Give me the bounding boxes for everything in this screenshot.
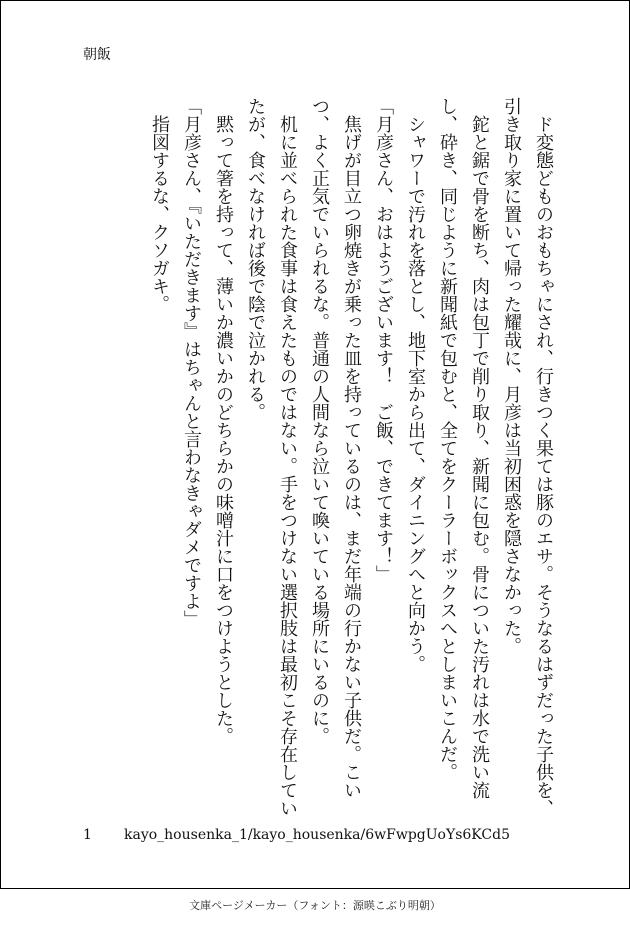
paragraph: 指図するな、クソガキ。 [149,97,170,313]
chapter-title: 朝飯 [83,47,111,63]
paragraph: 机に並べられた食事は食えたものではない。手をつけない選択肢は最初こそ存在していたが、食べなければ後で陰で泣かれる。 [245,97,298,817]
paragraph: 黙って箸を持って、薄いか濃いかのどちらかの味噌汁に口をつけようとした。 [213,97,234,745]
generator-credit: 文庫ページメーカー（フォント：源暎こぶり明朝） [189,899,441,912]
paragraph: 鉈と鋸で骨を断ち、肉は包丁で削り取り、新聞に包む。骨についた汚れは水で洗い流し、砕き、同じように新聞紙で包むと、全てをクーラーボックスへとしまいこんだ。 [437,97,490,799]
paragraph: 焦げが目立つ卵焼きが乗った皿を持っているのは、まだ年端の行かない子供だ。こいつ、よく正気でいられるな。普通の人間なら泣いて喚いている場所にいるのに。 [309,97,362,799]
page-number: 1 [83,827,92,843]
paragraph: シャワーで汚れを落とし、地下室から出て、ダイニングへと向かう。 [405,97,426,673]
source-id: kayo_housenka_1/kayo_housenka/6wFwpgUoYs6KCd5 [124,827,510,843]
paragraph: ド変態どものおもちゃにされ、行きつく果ては豚のエサ。そうなるはずだった子供を、引き取り家に置いて帰った耀哉に、月彦は当初困惑を隠さなかった。 [501,97,554,817]
vertical-body-text [77,97,559,817]
dialogue-line: 「月彦さん、おはようございます！ ご飯、できてます！」 [373,97,394,583]
dialogue-line: 「月彦さん、『いただきます』はちゃんと言わなきゃダメですよ」 [181,97,202,628]
